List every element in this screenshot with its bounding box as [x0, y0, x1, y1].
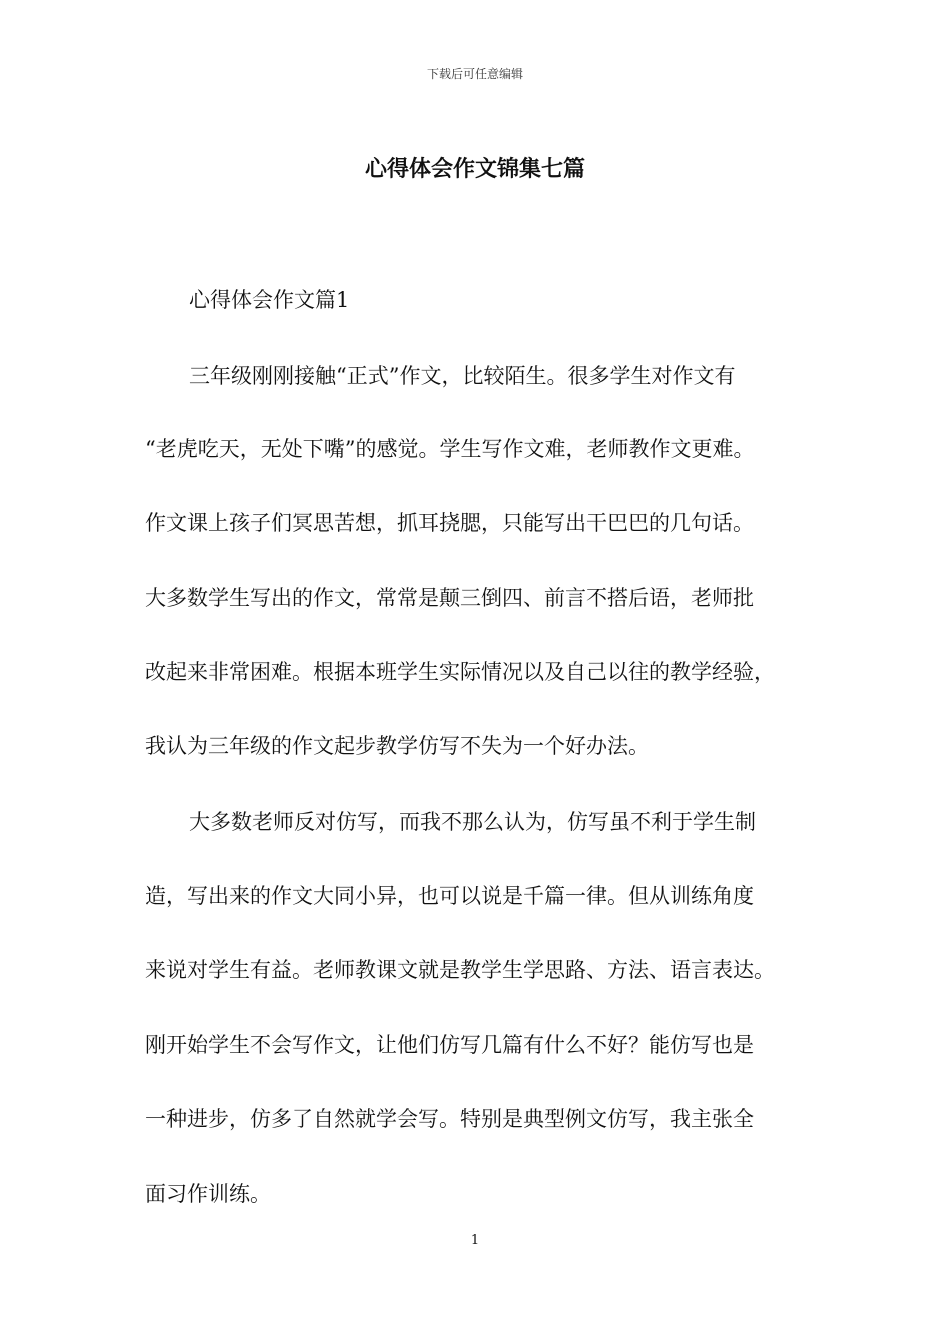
paragraph-2-line-3: 来说对学生有益。老师教课文就是教学生学思路、方法、语言表达。 [145, 958, 775, 982]
section-heading: 心得体会作文篇1 [189, 288, 350, 312]
paragraph-2-line-5: 一种进步，仿多了自然就学会写。特别是典型例文仿写，我主张全 [145, 1107, 754, 1131]
paragraph-1-line-6: 我认为三年级的作文起步教学仿写不失为一个好办法。 [145, 734, 649, 758]
paragraph-1-line-4: 大多数学生写出的作文，常常是颠三倒四、前言不搭后语，老师批 [145, 586, 754, 610]
paragraph-2-line-6: 面习作训练。 [145, 1182, 271, 1206]
paragraph-2-line-1: 大多数老师反对仿写，而我不那么认为，仿写虽不利于学生制 [189, 810, 756, 834]
paragraph-1-line-3: 作文课上孩子们冥思苦想，抓耳挠腮，只能写出干巴巴的几句话。 [145, 511, 754, 535]
page-header-note: 下载后可任意编辑 [426, 67, 523, 81]
paragraph-2-line-4: 刚开始学生不会写作文，让他们仿写几篇有什么不好？能仿写也是 [145, 1033, 754, 1057]
paragraph-1-line-2: “老虎吃天，无处下嘴”的感觉。学生写作文难，老师教作文更难。 [145, 437, 755, 461]
paragraph-1-line-1: 三年级刚刚接触“正式”作文，比较陌生。很多学生对作文有 [189, 364, 736, 388]
document-title: 心得体会作文锦集七篇 [364, 156, 585, 182]
paragraph-1-line-5: 改起来非常困难。根据本班学生实际情况以及自己以往的教学经验， [145, 660, 775, 684]
paragraph-2-line-2: 造，写出来的作文大同小异，也可以说是千篇一律。但从训练角度 [145, 884, 754, 908]
page-number: 1 [470, 1233, 480, 1248]
